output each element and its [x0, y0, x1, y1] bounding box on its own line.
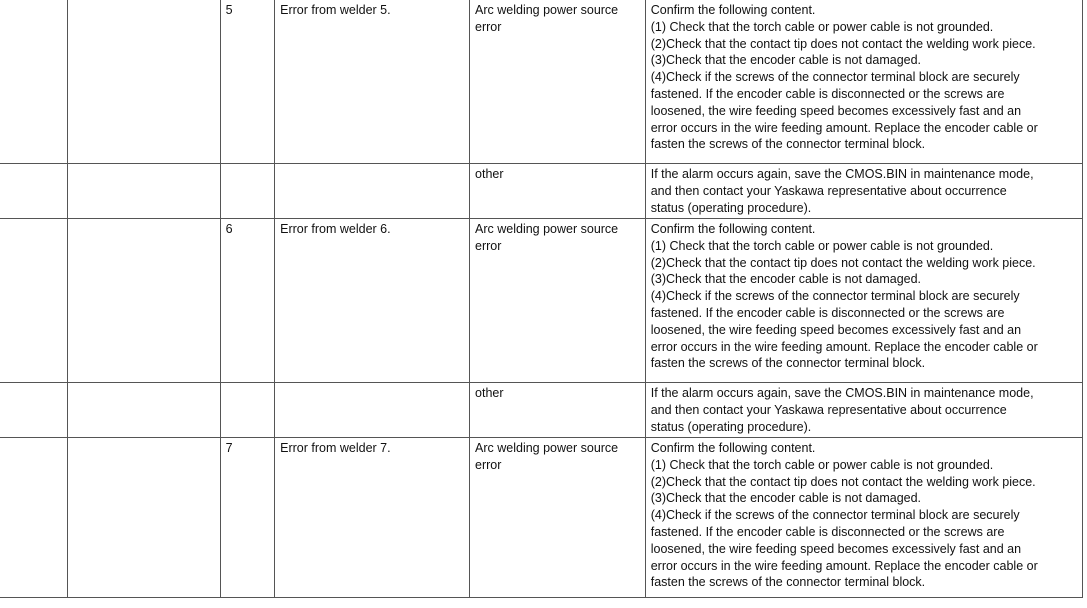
- subcode-value: 5: [225, 3, 233, 17]
- remedy-line: (3)Check that the encoder cable is not damaged.: [650, 272, 922, 287]
- cause-cell: [470, 383, 646, 438]
- remedy-line: (2)Check that the contact tip does not contact the welding work piece.: [650, 255, 1036, 270]
- subcode-cell: [220, 383, 275, 438]
- subcode-value: 6: [225, 222, 233, 236]
- remedy-line: (1) Check that the torch cable or power cable is not grounded.: [650, 19, 994, 34]
- table-row: [0, 219, 1083, 383]
- remedy-line: (3)Check that the encoder cable is not damaged.: [650, 53, 922, 68]
- remedy-line: fasten the screws of the connector terminal block.: [650, 575, 926, 590]
- remedy-line: (4)Check if the screws of the connector terminal block are securely: [650, 289, 1020, 304]
- cause-cell: [470, 219, 646, 383]
- table-row: [0, 164, 1083, 219]
- remedy-line: loosened, the wire feeding speed becomes excessively fast and an: [650, 541, 1022, 556]
- remedy-line: If the alarm occurs again, save the CMOS.BIN in maintenance mode,: [650, 386, 1034, 400]
- subcode-cell: [220, 219, 275, 383]
- remedy-line: fastened. If the encoder cable is disconnected or the screws are: [650, 305, 1005, 320]
- table-row: [0, 0, 1083, 164]
- subcode-cell: [220, 438, 275, 598]
- alarm-name-cell: [68, 164, 220, 219]
- remedy-line: loosened, the wire feeding speed becomes excessively fast and an: [650, 103, 1022, 118]
- remedy-line: fastened. If the encoder cable is disconnected or the screws are: [650, 86, 1005, 101]
- table-row: [0, 438, 1083, 598]
- remedy-line: Confirm the following content.: [650, 441, 816, 455]
- remedy-line: and then contact your Yaskawa representative about occurrence: [650, 183, 1007, 198]
- remedy-line: status (operating procedure).: [650, 200, 812, 215]
- meaning-cell: [275, 383, 470, 438]
- cause-cell: [470, 0, 646, 164]
- cause-text: other: [475, 386, 504, 400]
- alarm-number-cell: [0, 383, 68, 438]
- remedy-line: error occurs in the wire feeding amount. Replace the encoder cable or: [650, 339, 1038, 354]
- remedy-line: (4)Check if the screws of the connector terminal block are securely: [650, 70, 1020, 85]
- alarm-name-cell: [68, 438, 220, 598]
- cause-text: Arc welding power source error: [475, 3, 619, 34]
- subcode-cell: [220, 0, 275, 164]
- alarm-name-cell: [68, 219, 220, 383]
- meaning-cell: [275, 0, 470, 164]
- remedy-line: If the alarm occurs again, save the CMOS.BIN in maintenance mode,: [650, 167, 1034, 181]
- remedy-line: (1) Check that the torch cable or power cable is not grounded.: [650, 238, 994, 253]
- meaning-cell: [275, 219, 470, 383]
- remedy-cell: [645, 164, 1082, 219]
- remedy-line: error occurs in the wire feeding amount. Replace the encoder cable or: [650, 120, 1038, 135]
- alarm-name-cell: [68, 0, 220, 164]
- remedy-line: fasten the screws of the connector terminal block.: [650, 356, 926, 371]
- remedy-line: Confirm the following content.: [650, 222, 816, 236]
- alarm-number-cell: [0, 0, 68, 164]
- remedy-line: fasten the screws of the connector terminal block.: [650, 137, 926, 152]
- remedy-line: (4)Check if the screws of the connector terminal block are securely: [650, 508, 1020, 523]
- subcode-value: 7: [225, 441, 233, 455]
- remedy-cell: [645, 219, 1082, 383]
- remedy-line: and then contact your Yaskawa representative about occurrence: [650, 402, 1007, 417]
- remedy-line: (3)Check that the encoder cable is not damaged.: [650, 491, 922, 506]
- remedy-line: (2)Check that the contact tip does not contact the welding work piece.: [650, 36, 1036, 51]
- cause-cell: [470, 438, 646, 598]
- cause-cell: [470, 164, 646, 219]
- cause-text: Arc welding power source error: [475, 441, 619, 472]
- remedy-line: loosened, the wire feeding speed becomes excessively fast and an: [650, 322, 1022, 337]
- meaning-cell: [275, 438, 470, 598]
- cause-text: other: [475, 167, 504, 181]
- meaning-cell: [275, 164, 470, 219]
- alarm-number-cell: [0, 164, 68, 219]
- remedy-cell: [645, 383, 1082, 438]
- remedy-cell: [645, 438, 1082, 598]
- cause-text: Arc welding power source error: [475, 222, 619, 253]
- alarm-name-cell: [68, 383, 220, 438]
- remedy-line: (2)Check that the contact tip does not contact the welding work piece.: [650, 474, 1036, 489]
- meaning-text: Error from welder 6.: [280, 222, 391, 236]
- meaning-text: Error from welder 5.: [280, 3, 391, 17]
- remedy-line: fastened. If the encoder cable is disconnected or the screws are: [650, 524, 1005, 539]
- remedy-line: status (operating procedure).: [650, 419, 812, 434]
- remedy-line: error occurs in the wire feeding amount. Replace the encoder cable or: [650, 558, 1038, 573]
- meaning-text: Error from welder 7.: [280, 441, 391, 455]
- table-row: [0, 383, 1083, 438]
- remedy-line: Confirm the following content.: [650, 3, 816, 17]
- alarm-number-cell: [0, 219, 68, 383]
- remedy-line: (1) Check that the torch cable or power cable is not grounded.: [650, 457, 994, 472]
- alarm-number-cell: [0, 438, 68, 598]
- remedy-cell: [645, 0, 1082, 164]
- subcode-cell: [220, 164, 275, 219]
